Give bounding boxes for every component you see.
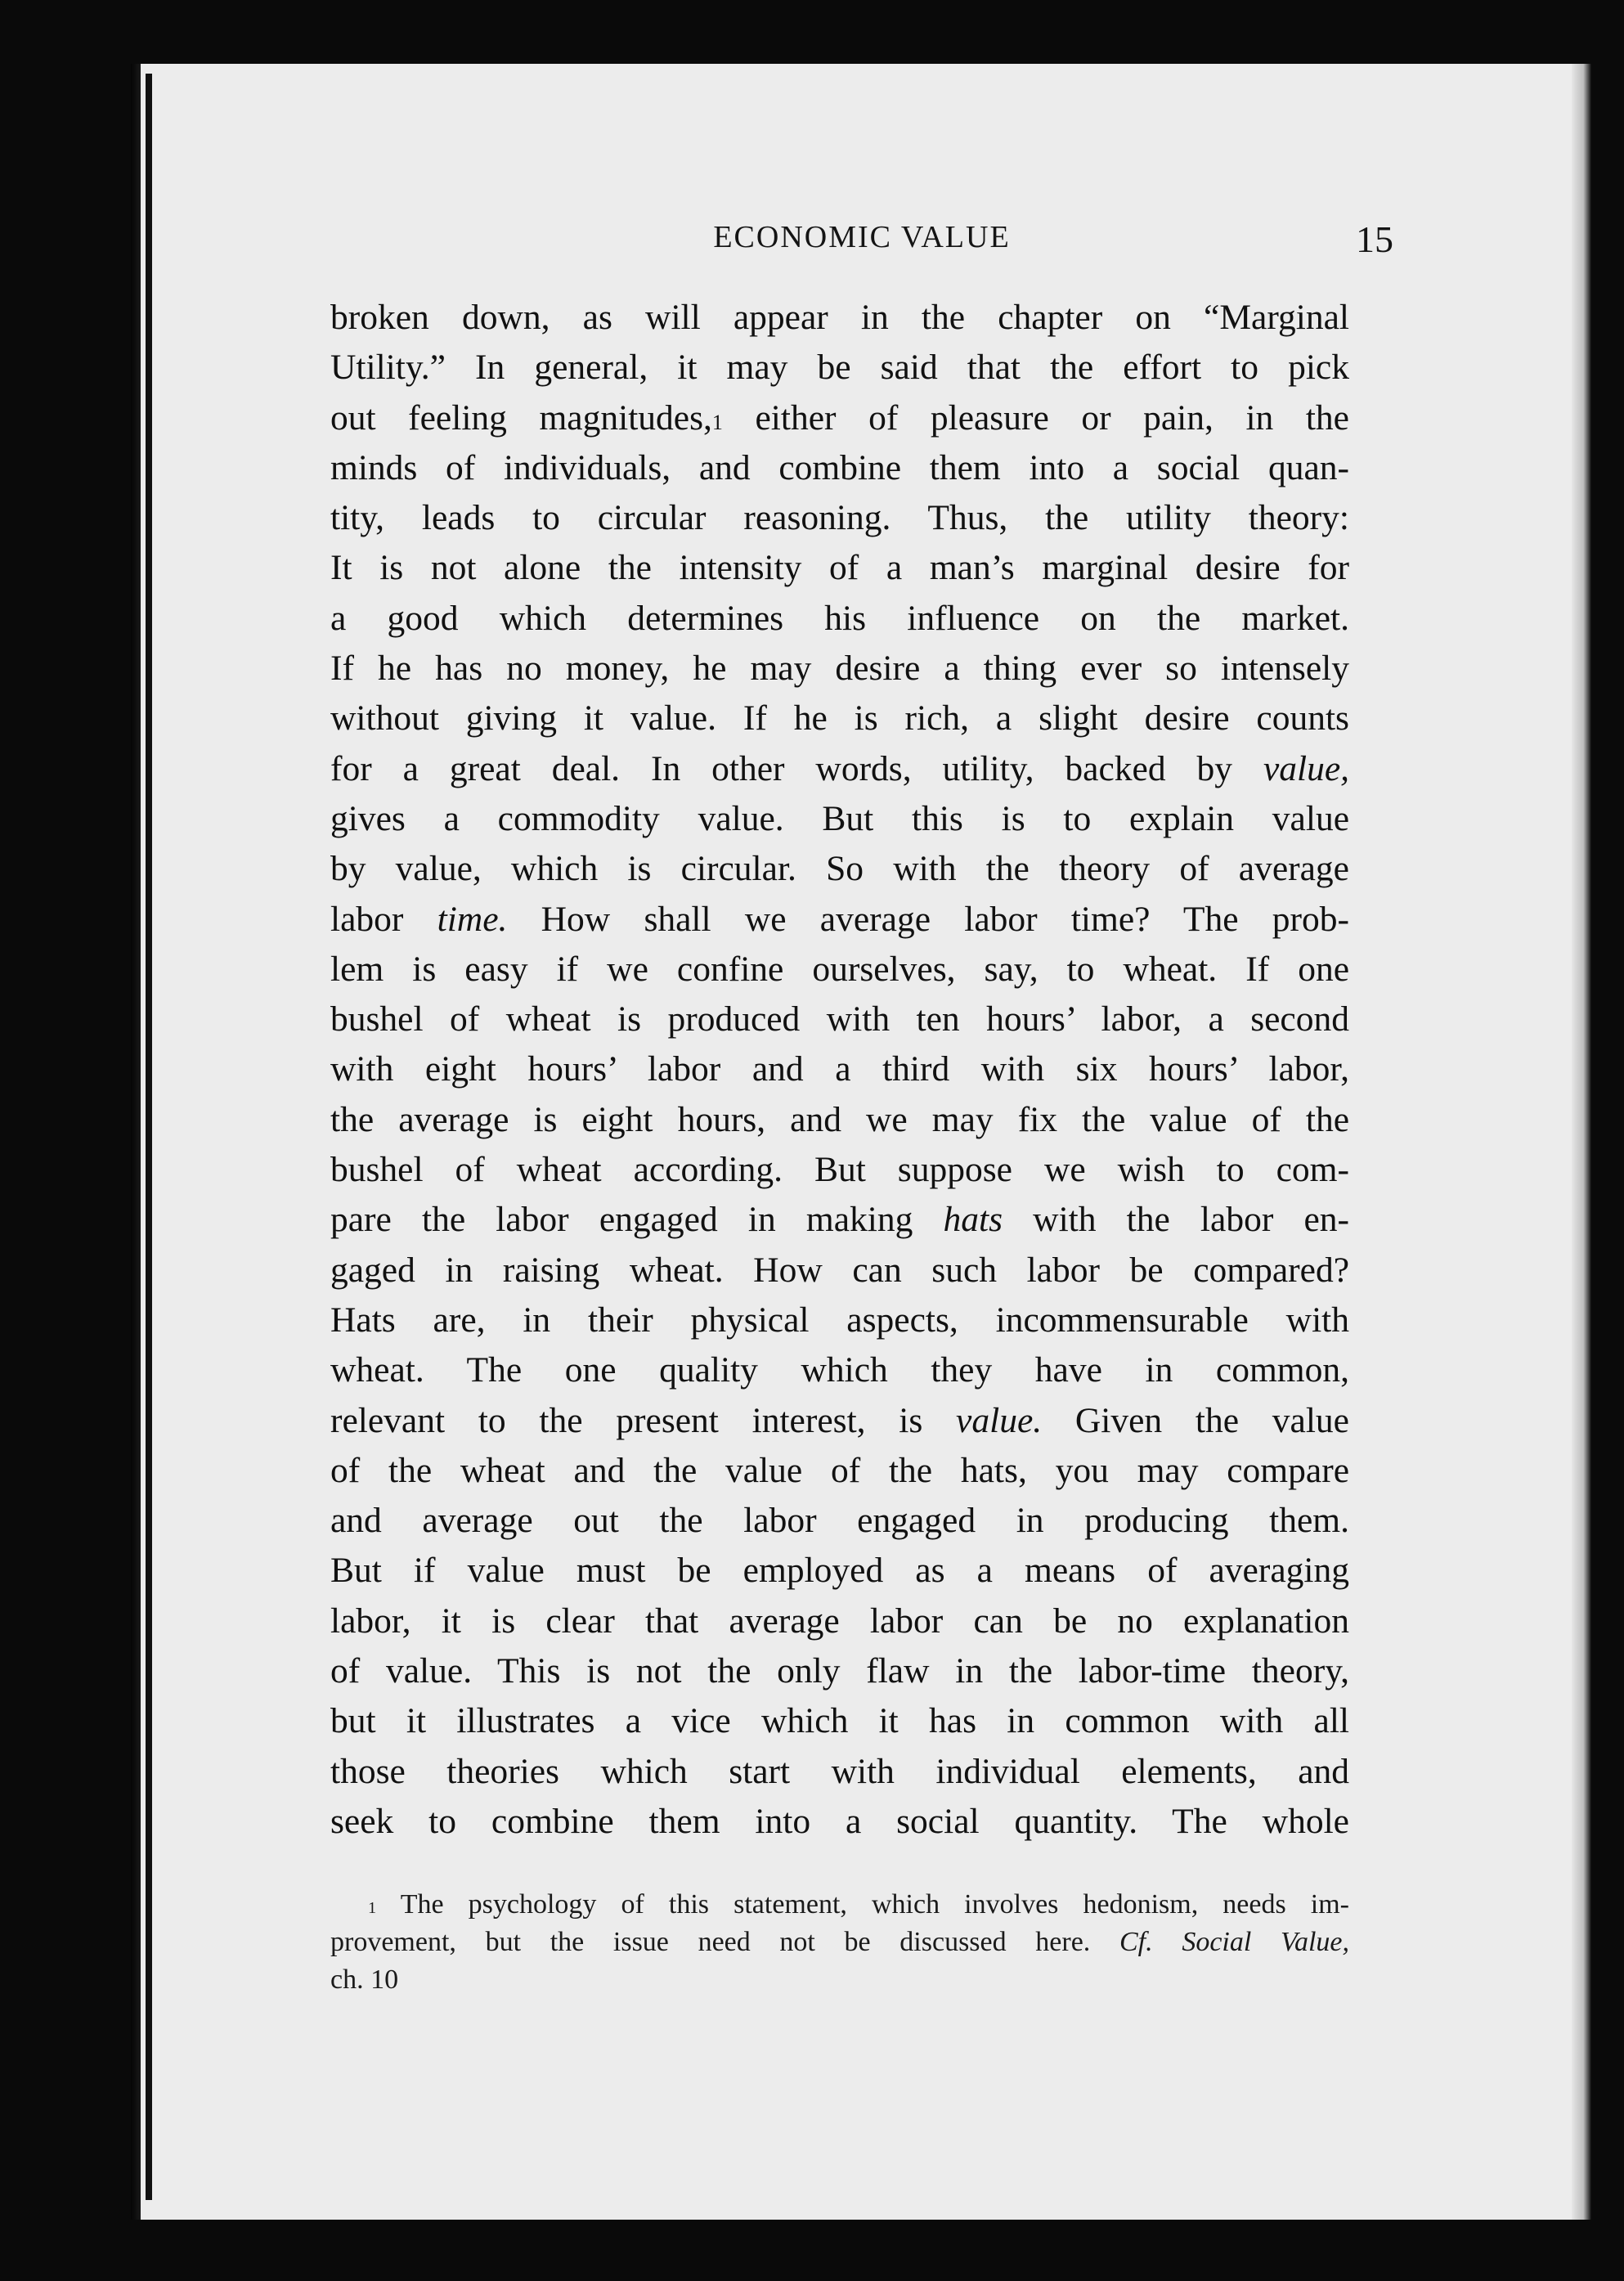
text-line: It is not alone the intensity of a man’s marginal desire for xyxy=(330,548,1349,588)
text-line: wheat. The one quality which they have in common, xyxy=(330,1350,1349,1390)
text-line: of the wheat and the value of the hats, you may compare xyxy=(330,1450,1349,1490)
footnote-cf: Cf. xyxy=(1119,1927,1153,1957)
text-line: without giving it value. If he is rich, a slight desire counts xyxy=(330,698,1349,739)
footnote-work-title: Social Value, xyxy=(1182,1927,1350,1957)
text-line: for a great deal. In other words, utility, backed by value, xyxy=(330,748,1350,788)
text-line: with eight hours’ labor and a third with six hours’ labor, xyxy=(330,1049,1349,1089)
italic-value-2: value. xyxy=(956,1400,1043,1440)
text-line: by value, which is circular. So with the theory of average xyxy=(330,849,1349,889)
italic-hats: hats xyxy=(943,1200,1003,1240)
text-line: Utility.” In general, it may be said that the effort to pick xyxy=(330,348,1349,388)
text-line: bushel of wheat is produced with ten hours’ labor, a second xyxy=(330,999,1349,1039)
text-line: minds of individuals, and combine them into a social quan- xyxy=(330,447,1349,487)
text-line: seek to combine them into a social quantity. The whole xyxy=(330,1801,1349,1841)
text-line: of value. This is not the only flaw in the labor-time theory, xyxy=(330,1651,1349,1691)
text-line: gives a commodity value. But this is to explain value xyxy=(330,798,1349,838)
footnote-marker: 1 xyxy=(368,1899,377,1917)
text-line: broken down, as will appear in the chapter on “Marginal xyxy=(330,298,1349,337)
text-line: and average out the labor engaged in producing them. xyxy=(330,1501,1349,1541)
text-line: Hats are, in their physical aspects, incommensurable with xyxy=(330,1300,1349,1340)
page-edge xyxy=(1572,64,1591,2220)
page-header xyxy=(330,219,1393,268)
text-line: gaged in raising wheat. How can such labor be compared? xyxy=(330,1250,1349,1290)
footnote xyxy=(330,1886,1349,1999)
footnote-ref: 1 xyxy=(711,410,723,434)
footnote-line: ch. 10 xyxy=(330,1964,399,1995)
text-line: bushel of wheat according. But suppose we wish to com- xyxy=(330,1150,1349,1190)
text-line: labor time. How shall we average labor time? The prob- xyxy=(330,899,1349,939)
gutter-line xyxy=(146,74,152,2200)
text-line: those theories which start with individual elements, and xyxy=(330,1751,1349,1791)
text-line: But if value must be employed as a means of averaging xyxy=(330,1551,1349,1591)
text-line: If he has no money, he may desire a thing ever so intensely xyxy=(330,649,1349,689)
text-line: lem is easy if we confine ourselves, say, to wheat. If one xyxy=(330,949,1349,989)
footnote-line: provement, but the issue need not be discussed here. Cf. Social Value, xyxy=(330,1927,1350,1957)
text-line: pare the labor engaged in making hats with the labor en- xyxy=(330,1200,1350,1240)
text-line: the average is eight hours, and we may fix the value of the xyxy=(330,1099,1349,1139)
text-line: labor, it is clear that average labor can be no explanation xyxy=(330,1601,1349,1641)
text-line: relevant to the present interest, is value. Given the value xyxy=(330,1400,1349,1440)
text-line: a good which determines his influence on the market. xyxy=(330,598,1349,638)
text-line: tity, leads to circular reasoning. Thus, the utility theory: xyxy=(330,498,1349,538)
page-number: 15 xyxy=(1356,218,1393,260)
running-head: ECONOMIC VALUE xyxy=(713,220,1011,254)
italic-time: time. xyxy=(437,899,508,939)
italic-value: value, xyxy=(1263,748,1350,788)
text-line: out feeling magnitudes,$^1$ either of pleasure or pain, in the xyxy=(330,397,1349,438)
text-line: but it illustrates a vice which it has in common with all xyxy=(330,1701,1349,1741)
footnote-line: $^1$ The psychology of this statement, which involves hedonism, needs im- xyxy=(368,1889,1350,1920)
body-text xyxy=(330,293,1349,1847)
